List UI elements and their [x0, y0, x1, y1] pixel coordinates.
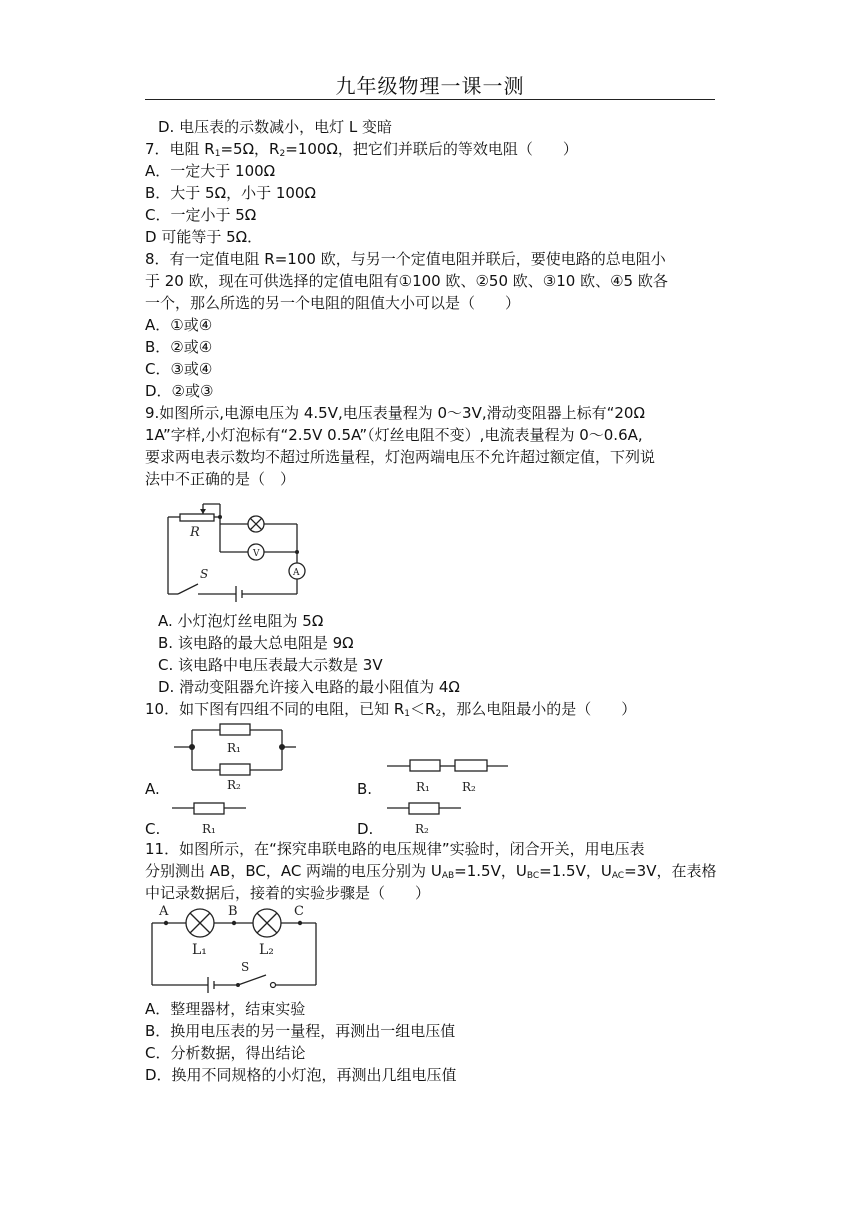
q11-option-c: C．分析数据，得出结论: [145, 1044, 306, 1062]
q11-point-a-label: A: [159, 904, 169, 919]
q10-label-b: B.: [357, 780, 373, 798]
q9-option-d: D. 滑动变阻器允许接入电路的最小阻值为 4Ω: [158, 678, 460, 696]
q9-option-c: C. 该电路中电压表最大示数是 3V: [158, 656, 383, 674]
q10-stem: 10．如下图有四组不同的电阻，已知 $R_1<R_2$，那么电阻最小的是（ ）: [145, 700, 637, 719]
page-title: 九年级物理一课一测: [335, 74, 525, 98]
q11-stem-line-2: 分别测出 AB，BC，AC 两端的电压分别为 $U_{AB}=1.5V$，$U_{BC}=1.5V$，$U_{AC}=3V$，在表格: [145, 862, 717, 881]
q9-label-s: S: [200, 567, 209, 581]
q10-b-r1-label: R₁: [416, 780, 430, 794]
q9-circuit-diagram: [160, 494, 320, 602]
q10-c-r1-label: R₁: [202, 822, 216, 836]
q10-figure-a: [170, 722, 300, 792]
q10-a-r2-label: R₂: [227, 778, 241, 792]
q7-option-c: C．一定小于 5Ω: [145, 206, 257, 224]
q9-ammeter-label: A: [293, 568, 300, 578]
q8-stem-line-2: 于 20 欧，现在可供选择的定值电阻有①100 欧、②50 欧、③10 欧、④5 欧各: [145, 272, 668, 290]
q8-stem-line-1: 8．有一定值电阻 R=100 欧，与另一个定值电阻并联后，要使电路的总电阻小: [145, 250, 666, 268]
q6-option-d: D. 电压表的示数减小，电灯 L 变暗: [158, 118, 392, 136]
q7-stem: 7．电阻 $R_1=5\Omega$，$R_2=100\Omega$，把它们并联后的等效电阻（ ）: [145, 140, 578, 159]
q11-stem-line-3: 中记录数据后，接着的实验步骤是（ ）: [145, 884, 431, 902]
q11-point-b-label: B: [228, 904, 238, 919]
q10-label-d: D.: [357, 820, 374, 838]
q8-option-a: A．①或④: [145, 316, 213, 334]
q9-option-b: B. 该电路的最大总电阻是 9Ω: [158, 634, 354, 652]
q8-option-b: B．②或④: [145, 338, 213, 356]
q8-option-d: D．②或③: [145, 382, 214, 400]
q9-option-a: A. 小灯泡灯丝电阻为 5Ω: [158, 612, 324, 630]
q7-option-d: D 可能等于 5Ω．: [145, 228, 263, 246]
q9-stem-line-2: 1A”字样,小灯泡标有“2.5V 0.5A”（灯丝电阻不变）,电流表量程为 0～0.6A,: [145, 426, 643, 444]
q10-a-r1-label: R₁: [227, 741, 241, 755]
q7-option-b: B．大于 5Ω，小于 100Ω: [145, 184, 316, 202]
q10-b-r2-label: R₂: [462, 780, 476, 794]
q9-stem-line-1: 9.如图所示,电源电压为 4.5V,电压表量程为 0～3V,滑动变阻器上标有“20Ω: [145, 404, 645, 422]
q10-label-c: C.: [145, 820, 161, 838]
q11-stem-line-1: 11．如图所示，在“探究串联电路的电压规律”实验时，闭合开关，用电压表: [145, 840, 645, 858]
q8-option-c: C．③或④: [145, 360, 213, 378]
header-divider: [145, 99, 715, 100]
q11-option-d: D．换用不同规格的小灯泡，再测出几组电压值: [145, 1066, 457, 1084]
q11-switch-label: S: [241, 960, 250, 974]
q11-circuit-diagram: [148, 903, 323, 993]
q11-option-a: A．整理器材，结束实验: [145, 1000, 306, 1018]
q9-label-r: R: [190, 525, 200, 540]
q9-stem-line-4: 法中不正确的是（ ）: [145, 470, 296, 488]
q8-stem-line-3: 一个，那么所选的另一个电阻的阻值大小可以是（ ）: [145, 294, 521, 312]
q7-option-a: A．一定大于 100Ω: [145, 162, 276, 180]
q10-label-a: A.: [145, 780, 160, 798]
q11-point-c-label: C: [294, 904, 304, 919]
q11-option-b: B．换用电压表的另一量程，再测出一组电压值: [145, 1022, 456, 1040]
q9-stem-line-3: 要求两电表示数均不超过所选量程，灯泡两端电压不允许超过额定值，下列说: [145, 448, 656, 466]
q10-d-r2-label: R₂: [415, 822, 429, 836]
q9-voltmeter-label: V: [253, 549, 260, 559]
q11-l1-label: L₁: [192, 942, 207, 958]
q11-l2-label: L₂: [259, 942, 274, 958]
